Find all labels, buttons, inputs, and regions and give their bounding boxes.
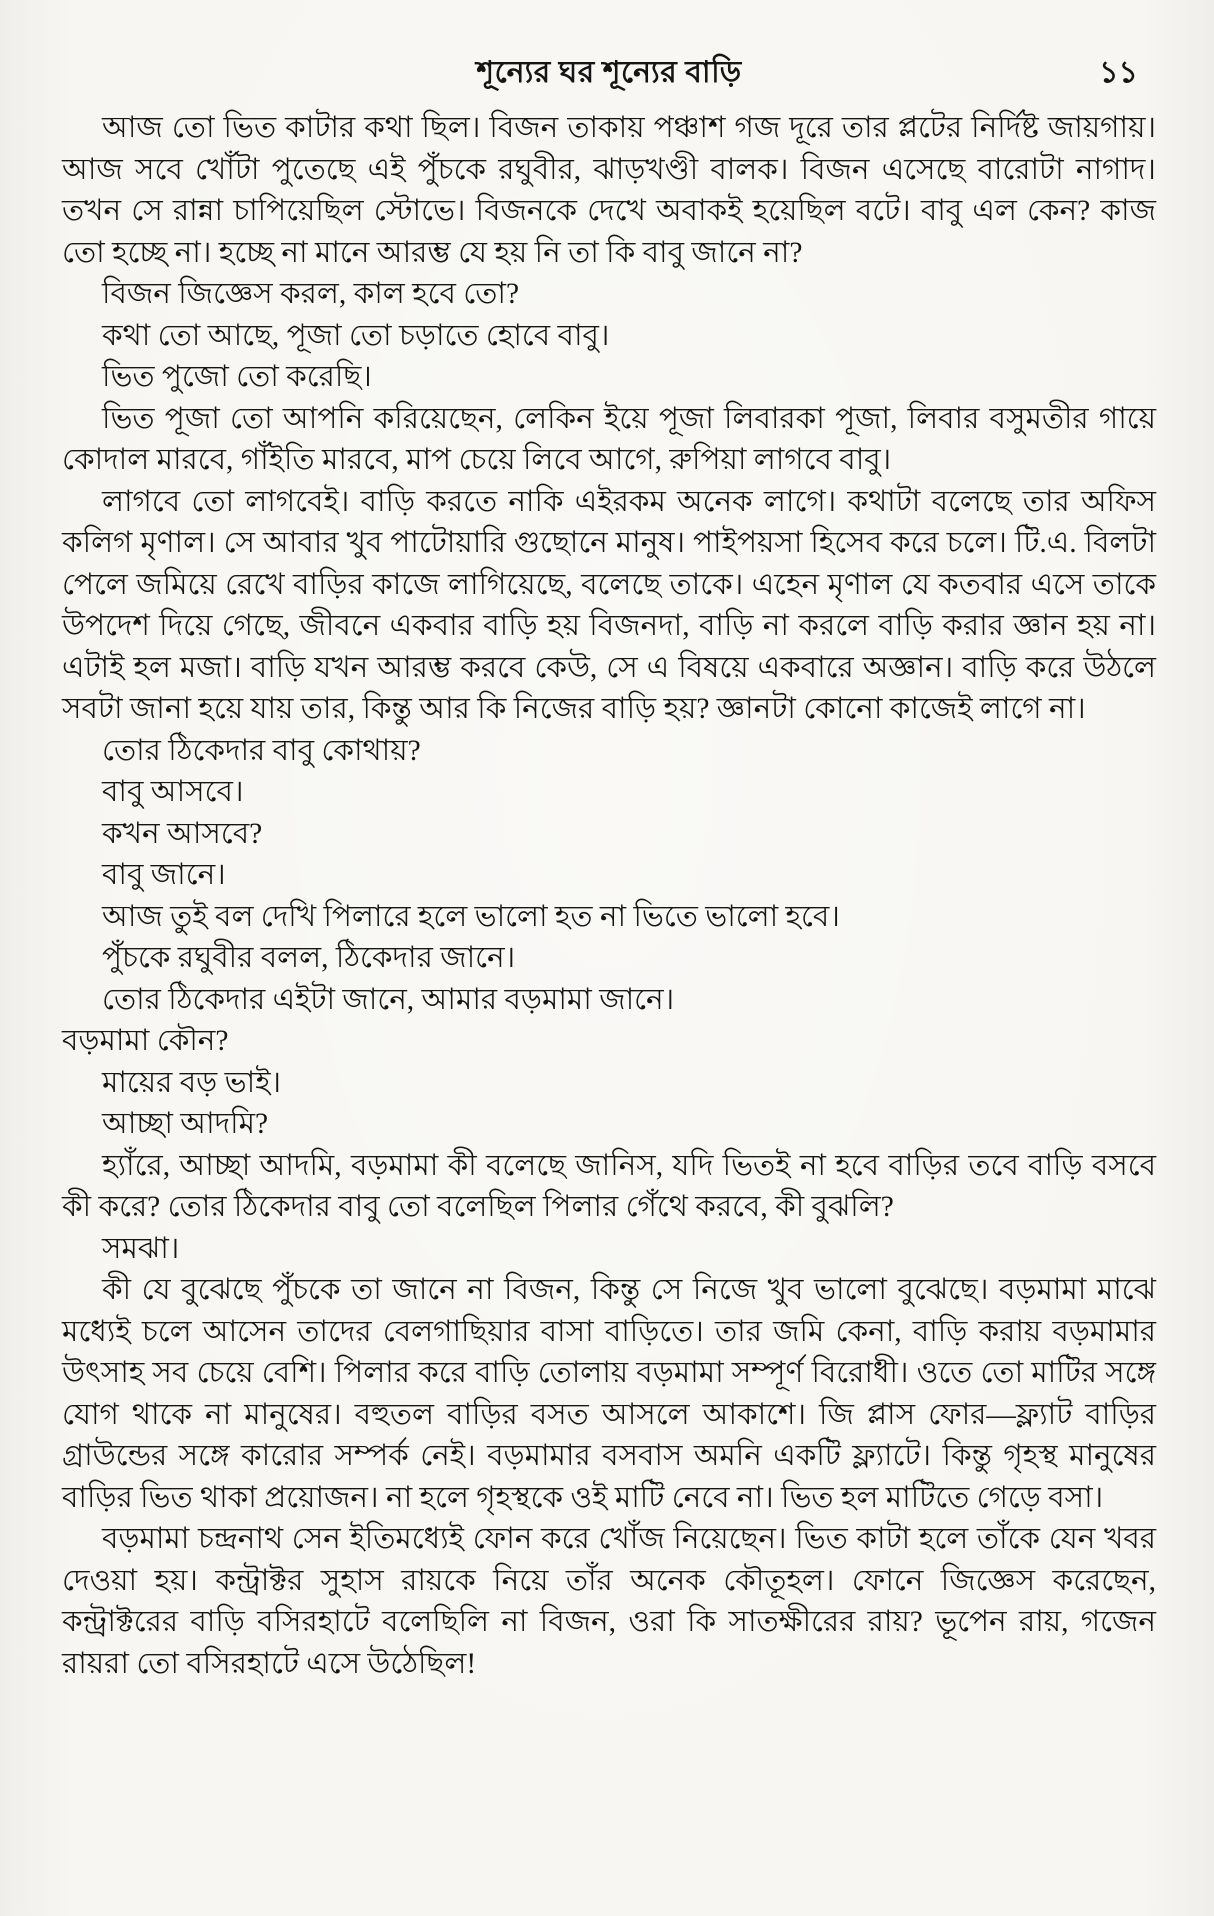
paragraph: ভিত পূজা তো আপনি করিয়েছেন, লেকিন ইয়ে পূজা লিবারকা পূজা, লিবার বসুমতীর গায়ে কোদাল মারবে, গাঁইতি মারবে, মাপ চেয়ে লিবে আগে, রুপিয়া লাগবে বাবু।: [62, 402, 1156, 476]
paragraph: সমঝা।: [102, 1232, 180, 1265]
paragraph: লাগবে তো লাগবেই। বাড়ি করতে নাকি এইরকম অনেক লাগে। কথাটা বলেছে তার অফিস কলিগ মৃণাল। সে আবার খুব পাটোয়ারি গুছোনে মানুষ। পাইপয়সা হিসেব করে চলে। টি.এ. বিলটা পেলে জমিয়ে রেখে বাড়ির কাজে লাগিয়েছে, বলেছে তাকে। এহেন মৃণাল যে কতবার এসে তাকে উপদেশ দিয়ে গেছে, জীবনে একবার বাড়ি হয় বিজনদা, বাড়ি না করলে বাড়ি করার জ্ঞান হয় না। এটাই হল মজা। বাড়ি যখন আরম্ভ করবে কেউ, সে এ বিষয়ে একবারে অজ্ঞান। বাড়ি করে উঠলে সবটা জানা হয়ে যায় তার, কিন্তু আর কি নিজের বাড়ি হয়? জ্ঞানটা কোনো কাজেই লাগে না।: [62, 485, 1156, 725]
paragraph: আজ তুই বল দেখি পিলারে হলে ভালো হত না ভিতে ভালো হবে।: [102, 900, 840, 933]
paragraph: কখন আসবে?: [102, 817, 263, 850]
running-title: শূন্যের ঘর শূন্যের বাড়ি: [476, 56, 742, 89]
paragraph: বিজন জিজ্ঞেস করল, কাল হবে তো?: [102, 278, 520, 310]
paragraph: মায়ের বড় ভাই।: [102, 1066, 282, 1099]
paragraph: আচ্ছা আদমি?: [102, 1108, 269, 1140]
paragraph: কী যে বুঝেছে পুঁচকে তা জানে না বিজন, কিন্তু সে নিজে খুব ভালো বুঝেছে। বড়মামা মাঝে মধ্যেই চলে আসেন তাদের বেলগাছিয়ার বাসা বাড়িতে। তার জমি কেনা, বাড়ি করায় বড়মামার উৎসাহ সব চেয়ে বেশি। পিলার করে বাড়ি তোলায় বড়মামা সম্পূর্ণ বিরোধী। ওতে তো মাটির সঙ্গে যোগ থাকে না মানুষের। বহুতল বাড়ির বসত আসলে আকাশে। জি প্লাস ফোর—ফ্ল্যাট বাড়ির গ্রাউন্ডের সঙ্গে কারোর সম্পর্ক নেই। বড়মামার বসবাস অমনি একটি ফ্ল্যাটে। কিন্তু গৃহস্থ মানুষের বাড়ির ভিত থাকা প্রয়োজন। না হলে গৃহস্থকে ওই মাটি নেবে না। ভিত হল মাটিতে গেড়ে বসা।: [62, 1274, 1156, 1514]
paragraph: আজ তো ভিত কাটার কথা ছিল। বিজন তাকায় পঞ্চাশ গজ দূরে তার প্লটের নির্দিষ্ট জায়গায়। আজ সবে খোঁটা পুতেছে এই পুঁচকে রঘুবীর, ঝাড়খণ্ডী বালক। বিজন এসেছে বারোটা নাগাদ। তখন সে রান্না চাপিয়েছিল স্টোভে। বিজনকে দেখে অবাকই হয়েছিল বটে। বাবু এল কেন? কাজ তো হচ্ছে না। হচ্ছে না মানে আরম্ভ যে হয় নি তা কি বাবু জানে না?: [62, 112, 1156, 269]
paragraph: তোর ঠিকেদার বাবু কোথায়?: [102, 734, 421, 767]
paragraph: বড়মামা চন্দ্রনাথ সেন ইতিমধ্যেই ফোন করে খোঁজ নিয়েছেন। ভিত কাটা হলে তাঁকে যেন খবর দেওয়া হয়। কন্ট্রাক্টর সুহাস রায়কে নিয়ে তাঁর অনেক কৌতূহল। ফোনে জিজ্ঞেস করেছেন, কন্ট্রাক্টরের বাড়ি বসিরহাটে বলেছিলি না বিজন, ওরা কি সাতক্ষীরের রায়? ভূপেন রায়, গজেন রায়রা তো বসিরহাটে এসে উঠেছিল!: [62, 1523, 1156, 1680]
page-body-text: [62, 108, 1156, 1685]
paragraph: হ্যাঁরে, আচ্ছা আদমি, বড়মামা কী বলেছে জানিস, যদি ভিতই না হবে বাড়ির তবে বাড়ি বসবে কী করে? তোর ঠিকেদার বাবু তো বলেছিল পিলার গেঁথে করবে, কী বুঝলি?: [62, 1149, 1156, 1223]
paragraph: পুঁচকে রঘুবীর বলল, ঠিকেদার জানে।: [102, 942, 516, 974]
paragraph: তোর ঠিকেদার এইটা জানে, আমার বড়মামা জানে।: [102, 983, 675, 1016]
paragraph: কথা তো আছে, পূজা তো চড়াতে হোবে বাবু।: [102, 319, 610, 352]
paragraph: বড়মামা কৌন?: [62, 1025, 229, 1057]
page-number: ১১: [1099, 56, 1138, 89]
paragraph: বাবু আসবে।: [102, 776, 244, 808]
paragraph: বাবু জানে।: [102, 859, 226, 891]
paragraph: ভিত পুজো তো করেছি।: [102, 361, 372, 393]
running-head: [62, 48, 1156, 100]
